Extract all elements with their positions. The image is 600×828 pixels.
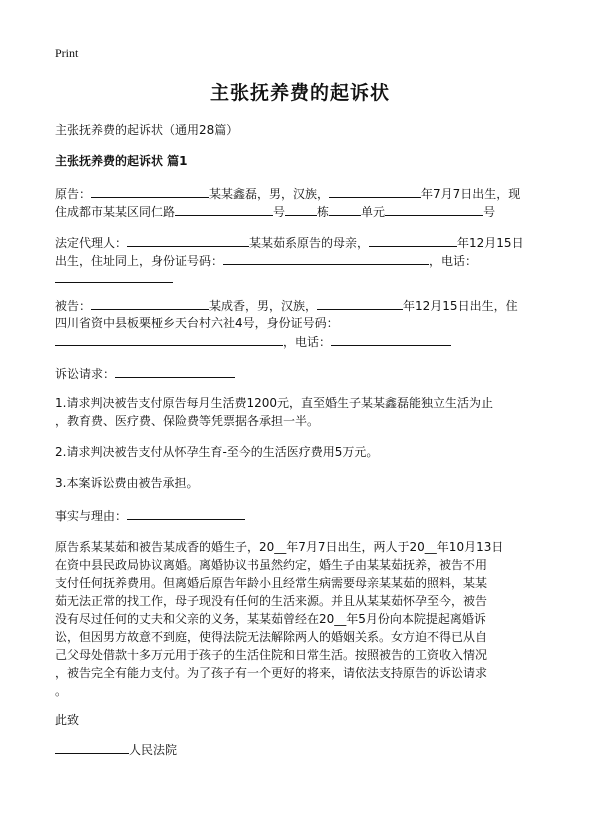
plaintiff-line-1: 原告： 某某鑫磊，男，汉族， 年7月7日出生，现 [55,187,521,201]
facts-line: 讼，但因男方故意不到庭，使得法院无法解除两人的婚姻关系。女方迫不得已从自 [55,630,488,644]
claim-3: 3.本案诉讼费由被告承担。 [55,476,199,490]
blank-field [55,270,173,283]
claim-2: 2.请求判决被告支付从怀孕生育-至今的生活医疗费用5万元。 [55,445,379,459]
blank-field [385,203,483,216]
facts-line: 。 [55,684,68,698]
blank-field [127,234,249,247]
facts-line: 原告系某某茹和被告某成香的婚生子，20__年7月7日出生，两人于20__年10月13日 [55,540,504,554]
claim-1-line-1: 1.请求判决被告支付原告每月生活费1200元，直至婚生子某某鑫磊能独立生活为止 [55,396,493,410]
blank-field [175,203,273,216]
facts-label: 事实与理由： [55,507,245,524]
print-link[interactable]: Print [55,46,79,60]
defendant-line-3: ，电话： [55,333,451,350]
blank-field [317,297,403,310]
claims-label: 诉讼请求： [55,365,235,382]
claim-1-line-2: ，教育费、医疗费、保险费等凭票据各承担一半。 [55,414,320,428]
facts-line: ，被告完全有能力支付。为了孩子有一个更好的将来，请依法支持原告的诉讼请求 [55,666,488,680]
blank-field [115,365,235,378]
defendant-line-1: 被告： 某成香，男，汉族， 年12月15日出生，住 [55,299,518,313]
blank-field [329,203,361,216]
page-title: 主张抚养费的起诉状 [209,82,390,104]
blank-field [285,203,317,216]
blank-field [331,333,451,346]
blank-field [91,297,209,310]
closing: 此致 [55,713,80,727]
facts-line: 没有尽过任何的丈夫和父亲的义务，某某茹曾经在20__年5月份向本院提起离婚诉 [55,612,486,626]
blank-field [223,252,429,265]
section-heading: 主张抚养费的起诉状 篇1 [55,154,188,168]
defendant-line-2: 四川省资中县板栗桠乡天台村六社4号，身份证号码： [55,316,339,330]
facts-line: 己父母处借款十多万元用于孩子的生活住院和日常生活。按照被告的工资收入情况 [55,648,488,662]
blank-field [329,185,421,198]
facts-line: 在资中县民政局协议离婚。离婚协议书虽然约定，婚生子由某某茹抚养，被告不用 [55,558,488,572]
agent-line-3 [55,270,173,287]
blank-field [55,333,283,346]
agent-line-2: 出生，住址同上，身份证号码： ，电话： [55,254,478,268]
agent-line-1: 法定代理人： 某某茹系原告的母亲， 年12月15日 [55,236,524,250]
blank-field [369,234,457,247]
subtitle: 主张抚养费的起诉状（通用28篇） [55,123,239,137]
court-line: 人民法院 [55,741,177,758]
blank-field [91,185,209,198]
blank-field [55,741,129,754]
facts-line: 支付任何抚养费用。但离婚后原告年龄小且经常生病需要母亲某某茹的照料，某某 [55,576,488,590]
plaintiff-line-2: 住成都市某某区同仁路 号 栋 单元 号 [55,205,496,219]
facts-line: 茹无法正常的找工作，母子现没有任何的生活来源。并且从某某茹怀孕至今，被告 [55,594,488,608]
blank-field [127,507,245,520]
